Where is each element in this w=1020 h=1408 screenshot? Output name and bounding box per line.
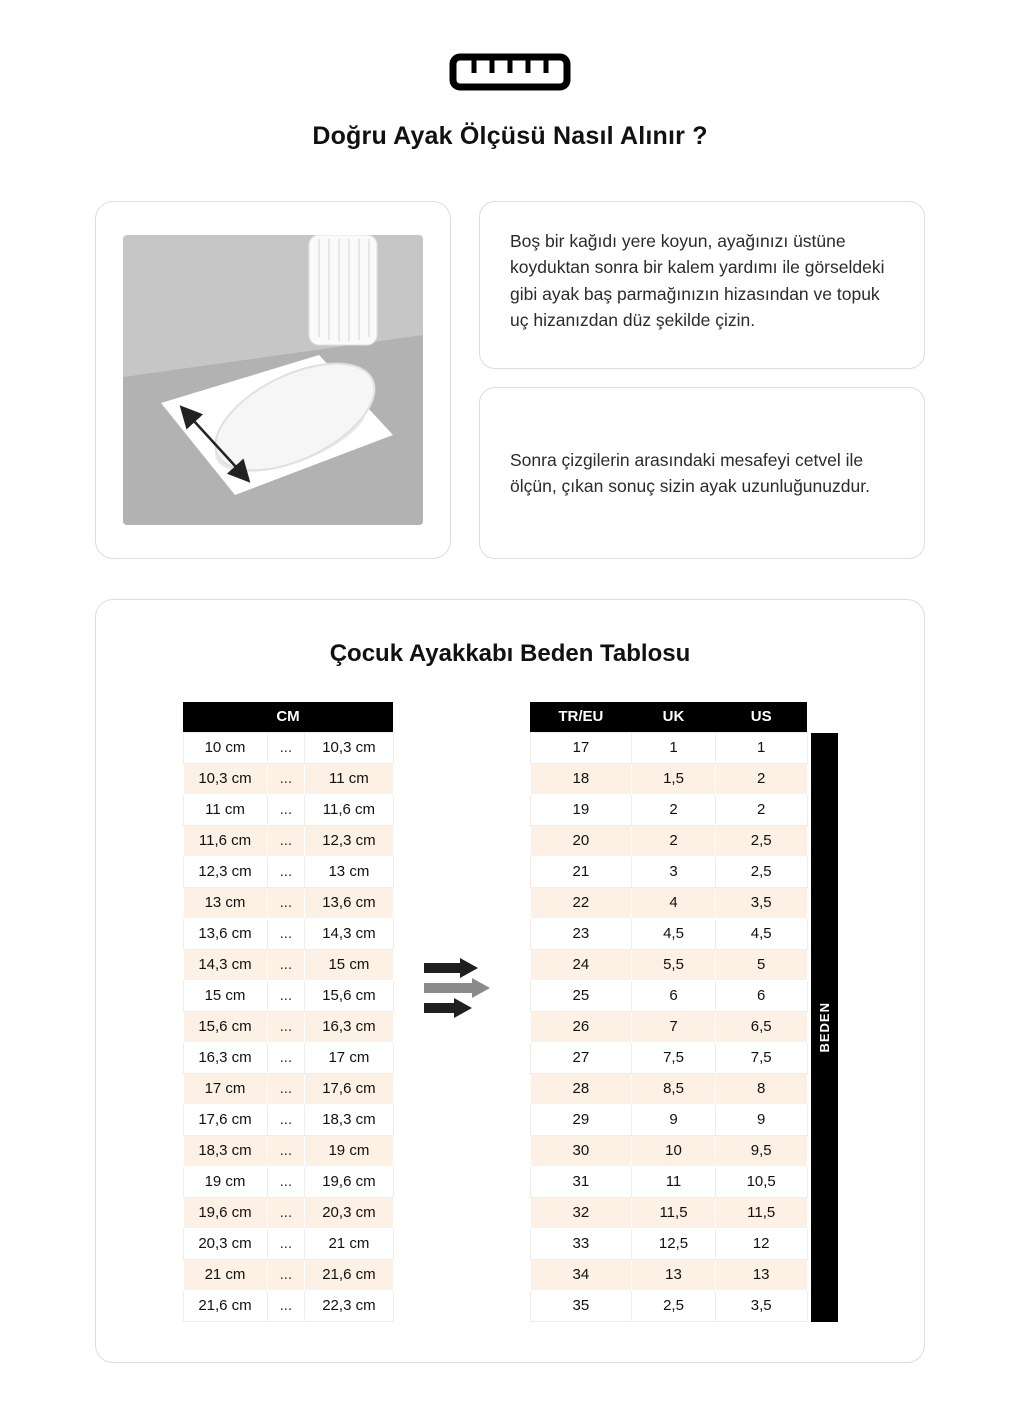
table-row bbox=[183, 1104, 393, 1135]
instruction-steps bbox=[479, 201, 925, 559]
uk-value: 8,5 bbox=[632, 1073, 716, 1104]
uk-value: 3 bbox=[632, 856, 716, 887]
cm-table-header-row bbox=[183, 702, 393, 732]
table-row bbox=[530, 887, 807, 918]
range-separator: ... bbox=[267, 1228, 305, 1259]
cm-value-from: 19,6 cm bbox=[183, 1197, 267, 1228]
tr-eu-value: 26 bbox=[530, 1011, 632, 1042]
cm-value-to: 17,6 cm bbox=[305, 1073, 393, 1104]
table-row bbox=[530, 856, 807, 887]
cm-value-to: 13 cm bbox=[305, 856, 393, 887]
beden-side-label bbox=[811, 733, 838, 1322]
uk-value: 10 bbox=[632, 1135, 716, 1166]
cm-table-header: CM bbox=[183, 702, 393, 732]
table-row bbox=[530, 1135, 807, 1166]
range-separator: ... bbox=[267, 794, 305, 825]
range-separator: ... bbox=[267, 1197, 305, 1228]
cm-value-from: 14,3 cm bbox=[183, 949, 267, 980]
table-row bbox=[530, 1290, 807, 1321]
cm-value-to: 21 cm bbox=[305, 1228, 393, 1259]
tr-eu-value: 27 bbox=[530, 1042, 632, 1073]
size-conversion-table bbox=[530, 702, 808, 1322]
table-row bbox=[530, 1073, 807, 1104]
uk-value: 6 bbox=[632, 980, 716, 1011]
table-row bbox=[530, 918, 807, 949]
table-row bbox=[530, 732, 807, 763]
table-row bbox=[530, 1166, 807, 1197]
tr-eu-value: 34 bbox=[530, 1259, 632, 1290]
tr-eu-value: 20 bbox=[530, 825, 632, 856]
us-value: 10,5 bbox=[715, 1166, 807, 1197]
tr-eu-value: 21 bbox=[530, 856, 632, 887]
range-separator: ... bbox=[267, 825, 305, 856]
table-row bbox=[183, 918, 393, 949]
table-row bbox=[530, 949, 807, 980]
table-row bbox=[183, 794, 393, 825]
us-value: 5 bbox=[715, 949, 807, 980]
table-row bbox=[183, 1290, 393, 1321]
range-separator: ... bbox=[267, 949, 305, 980]
table-row bbox=[183, 980, 393, 1011]
size-column-header: UK bbox=[632, 702, 716, 732]
range-separator: ... bbox=[267, 1104, 305, 1135]
us-value: 6,5 bbox=[715, 1011, 807, 1042]
cm-value-to: 20,3 cm bbox=[305, 1197, 393, 1228]
table-row bbox=[530, 825, 807, 856]
uk-value: 2,5 bbox=[632, 1290, 716, 1321]
cm-value-to: 19,6 cm bbox=[305, 1166, 393, 1197]
uk-value: 4,5 bbox=[632, 918, 716, 949]
cm-value-from: 11 cm bbox=[183, 794, 267, 825]
uk-value: 11,5 bbox=[632, 1197, 716, 1228]
us-value: 13 bbox=[715, 1259, 807, 1290]
us-value: 9 bbox=[715, 1104, 807, 1135]
table-row bbox=[183, 856, 393, 887]
size-column-header: US bbox=[715, 702, 807, 732]
table-row bbox=[530, 794, 807, 825]
tr-eu-value: 28 bbox=[530, 1073, 632, 1104]
foot-measurement-photo bbox=[95, 201, 451, 559]
cm-value-from: 16,3 cm bbox=[183, 1042, 267, 1073]
table-row bbox=[183, 1197, 393, 1228]
instruction-step-1: Boş bir kağıdı yere koyun, ayağınızı üstüne koyduktan sonra bir kalem yardımı ile görseldeki gibi ayak baş parmağınızın hizasından ve topuk uç hizanızdan düz şekilde çizin. bbox=[479, 201, 925, 369]
measurement-instructions-section bbox=[95, 201, 925, 559]
table-row bbox=[530, 1259, 807, 1290]
instruction-step-2: Sonra çizgilerin arasındaki mesafeyi cetvel ile ölçün, çıkan sonuç sizin ayak uzunluğunuzdur. bbox=[479, 387, 925, 559]
tr-eu-value: 24 bbox=[530, 949, 632, 980]
uk-value: 1,5 bbox=[632, 763, 716, 794]
size-column-header: TR/EU bbox=[530, 702, 632, 732]
table-row bbox=[183, 763, 393, 794]
size-table-header-row bbox=[530, 702, 807, 732]
cm-value-from: 11,6 cm bbox=[183, 825, 267, 856]
range-separator: ... bbox=[267, 918, 305, 949]
size-chart-title: Çocuk Ayakkabı Beden Tablosu bbox=[329, 640, 691, 667]
table-row bbox=[530, 1104, 807, 1135]
tr-eu-value: 25 bbox=[530, 980, 632, 1011]
cm-value-from: 20,3 cm bbox=[183, 1228, 267, 1259]
tr-eu-value: 19 bbox=[530, 794, 632, 825]
page-title: Doğru Ayak Ölçüsü Nasıl Alınır ? bbox=[312, 122, 708, 150]
cm-value-from: 12,3 cm bbox=[183, 856, 267, 887]
us-value: 4,5 bbox=[715, 918, 807, 949]
tr-eu-value: 17 bbox=[530, 732, 632, 763]
table-row bbox=[183, 887, 393, 918]
table-row bbox=[183, 825, 393, 856]
uk-value: 5,5 bbox=[632, 949, 716, 980]
range-separator: ... bbox=[267, 1166, 305, 1197]
range-separator: ... bbox=[267, 763, 305, 794]
cm-value-to: 18,3 cm bbox=[305, 1104, 393, 1135]
uk-value: 4 bbox=[632, 887, 716, 918]
cm-value-to: 21,6 cm bbox=[305, 1259, 393, 1290]
size-chart-card bbox=[95, 599, 925, 1363]
us-value: 8 bbox=[715, 1073, 807, 1104]
cm-value-to: 11 cm bbox=[305, 763, 393, 794]
cm-value-to: 15,6 cm bbox=[305, 980, 393, 1011]
cm-value-from: 21,6 cm bbox=[183, 1290, 267, 1321]
cm-value-from: 21 cm bbox=[183, 1259, 267, 1290]
table-row bbox=[183, 1228, 393, 1259]
cm-value-to: 13,6 cm bbox=[305, 887, 393, 918]
uk-value: 2 bbox=[632, 794, 716, 825]
range-separator: ... bbox=[267, 1073, 305, 1104]
uk-value: 2 bbox=[632, 825, 716, 856]
range-separator: ... bbox=[267, 1135, 305, 1166]
cm-value-to: 14,3 cm bbox=[305, 918, 393, 949]
us-value: 7,5 bbox=[715, 1042, 807, 1073]
cm-table bbox=[183, 702, 394, 1322]
table-row bbox=[183, 1073, 393, 1104]
cm-value-to: 10,3 cm bbox=[305, 732, 393, 763]
tr-eu-value: 32 bbox=[530, 1197, 632, 1228]
cm-value-from: 15 cm bbox=[183, 980, 267, 1011]
cm-value-to: 16,3 cm bbox=[305, 1011, 393, 1042]
us-value: 11,5 bbox=[715, 1197, 807, 1228]
us-value: 2,5 bbox=[715, 856, 807, 887]
tr-eu-value: 18 bbox=[530, 763, 632, 794]
tr-eu-value: 35 bbox=[530, 1290, 632, 1321]
cm-value-to: 15 cm bbox=[305, 949, 393, 980]
table-row bbox=[183, 1042, 393, 1073]
cm-value-to: 17 cm bbox=[305, 1042, 393, 1073]
uk-value: 13 bbox=[632, 1259, 716, 1290]
uk-value: 1 bbox=[632, 732, 716, 763]
beden-side-label-text: BEDEN bbox=[816, 1002, 832, 1053]
cm-value-from: 10,3 cm bbox=[183, 763, 267, 794]
us-value: 2 bbox=[715, 763, 807, 794]
uk-value: 7,5 bbox=[632, 1042, 716, 1073]
cm-value-from: 10 cm bbox=[183, 732, 267, 763]
table-row bbox=[530, 763, 807, 794]
us-value: 3,5 bbox=[715, 887, 807, 918]
us-value: 6 bbox=[715, 980, 807, 1011]
us-value: 9,5 bbox=[715, 1135, 807, 1166]
range-separator: ... bbox=[267, 732, 305, 763]
us-value: 2,5 bbox=[715, 825, 807, 856]
range-separator: ... bbox=[267, 1042, 305, 1073]
table-row bbox=[530, 1197, 807, 1228]
size-chart-tables bbox=[96, 702, 924, 1322]
uk-value: 11 bbox=[632, 1166, 716, 1197]
tr-eu-value: 30 bbox=[530, 1135, 632, 1166]
tr-eu-value: 29 bbox=[530, 1104, 632, 1135]
tr-eu-value: 23 bbox=[530, 918, 632, 949]
uk-value: 7 bbox=[632, 1011, 716, 1042]
cm-value-from: 18,3 cm bbox=[183, 1135, 267, 1166]
range-separator: ... bbox=[267, 1290, 305, 1321]
table-row bbox=[183, 1166, 393, 1197]
transfer-arrows-icon bbox=[422, 957, 502, 1024]
range-separator: ... bbox=[267, 1011, 305, 1042]
cm-value-from: 15,6 cm bbox=[183, 1011, 267, 1042]
cm-value-from: 13,6 cm bbox=[183, 918, 267, 949]
table-row bbox=[183, 1135, 393, 1166]
uk-value: 12,5 bbox=[632, 1228, 716, 1259]
tr-eu-value: 33 bbox=[530, 1228, 632, 1259]
table-row bbox=[183, 1011, 393, 1042]
table-row bbox=[183, 1259, 393, 1290]
us-value: 3,5 bbox=[715, 1290, 807, 1321]
table-row bbox=[183, 949, 393, 980]
us-value: 2 bbox=[715, 794, 807, 825]
cm-value-from: 17,6 cm bbox=[183, 1104, 267, 1135]
tr-eu-value: 22 bbox=[530, 887, 632, 918]
us-value: 1 bbox=[715, 732, 807, 763]
range-separator: ... bbox=[267, 856, 305, 887]
cm-value-from: 13 cm bbox=[183, 887, 267, 918]
ruler-icon bbox=[0, 0, 1020, 92]
range-separator: ... bbox=[267, 887, 305, 918]
us-value: 12 bbox=[715, 1228, 807, 1259]
tr-eu-value: 31 bbox=[530, 1166, 632, 1197]
cm-value-to: 19 cm bbox=[305, 1135, 393, 1166]
range-separator: ... bbox=[267, 980, 305, 1011]
uk-value: 9 bbox=[632, 1104, 716, 1135]
table-row bbox=[530, 1228, 807, 1259]
range-separator: ... bbox=[267, 1259, 305, 1290]
cm-value-to: 11,6 cm bbox=[305, 794, 393, 825]
table-row bbox=[530, 980, 807, 1011]
cm-value-from: 17 cm bbox=[183, 1073, 267, 1104]
cm-value-to: 12,3 cm bbox=[305, 825, 393, 856]
table-row bbox=[183, 732, 393, 763]
cm-value-from: 19 cm bbox=[183, 1166, 267, 1197]
cm-value-to: 22,3 cm bbox=[305, 1290, 393, 1321]
table-row bbox=[530, 1011, 807, 1042]
table-row bbox=[530, 1042, 807, 1073]
